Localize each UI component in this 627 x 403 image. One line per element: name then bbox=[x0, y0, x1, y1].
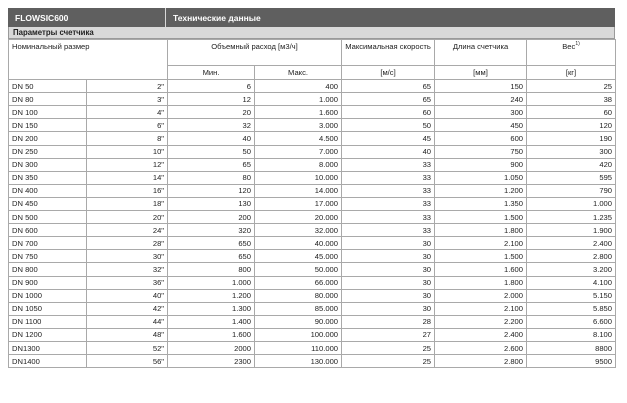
col-velocity-unit: [м/с] bbox=[342, 66, 435, 80]
flow-min-cell: 40 bbox=[168, 132, 255, 145]
flow-min-cell: 200 bbox=[168, 211, 255, 224]
flow-min-cell: 800 bbox=[168, 263, 255, 276]
dn-size-cell: DN 750 bbox=[9, 250, 87, 263]
inch-size-cell: 24" bbox=[87, 224, 168, 237]
weight-cell: 120 bbox=[527, 119, 616, 132]
weight-cell: 25 bbox=[527, 80, 616, 93]
flow-max-cell: 4.500 bbox=[255, 132, 342, 145]
meter-length-cell: 1.350 bbox=[435, 197, 527, 210]
max-velocity-cell: 30 bbox=[342, 289, 435, 302]
table-row bbox=[9, 119, 616, 132]
inch-size-cell: 36" bbox=[87, 276, 168, 289]
inch-size-cell: 4" bbox=[87, 106, 168, 119]
weight-cell: 5.850 bbox=[527, 302, 616, 315]
max-velocity-cell: 40 bbox=[342, 145, 435, 158]
max-velocity-cell: 65 bbox=[342, 93, 435, 106]
dn-size-cell: DN 350 bbox=[9, 171, 87, 184]
max-velocity-cell: 50 bbox=[342, 119, 435, 132]
table-row bbox=[9, 145, 616, 158]
weight-cell: 1.235 bbox=[527, 211, 616, 224]
inch-size-cell: 8" bbox=[87, 132, 168, 145]
max-velocity-cell: 30 bbox=[342, 302, 435, 315]
col-length-unit: [мм] bbox=[435, 66, 527, 80]
max-velocity-cell: 33 bbox=[342, 171, 435, 184]
flow-min-cell: 80 bbox=[168, 171, 255, 184]
weight-cell: 4.100 bbox=[527, 276, 616, 289]
dn-size-cell: DN 1200 bbox=[9, 328, 87, 341]
weight-cell: 2.800 bbox=[527, 250, 616, 263]
inch-size-cell: 14" bbox=[87, 171, 168, 184]
max-velocity-cell: 33 bbox=[342, 211, 435, 224]
dn-size-cell: DN1300 bbox=[9, 341, 87, 354]
inch-size-cell: 56" bbox=[87, 355, 168, 368]
weight-cell: 1.000 bbox=[527, 197, 616, 210]
flow-max-cell: 14.000 bbox=[255, 184, 342, 197]
header-title: Технические данные bbox=[173, 12, 261, 23]
dn-size-cell: DN1400 bbox=[9, 355, 87, 368]
weight-cell: 6.600 bbox=[527, 315, 616, 328]
flow-min-cell: 650 bbox=[168, 250, 255, 263]
dn-size-cell: DN 800 bbox=[9, 263, 87, 276]
table-row bbox=[9, 184, 616, 197]
weight-cell: 60 bbox=[527, 106, 616, 119]
inch-size-cell: 28" bbox=[87, 237, 168, 250]
meter-length-cell: 2.100 bbox=[435, 237, 527, 250]
max-velocity-cell: 30 bbox=[342, 250, 435, 263]
dn-size-cell: DN 250 bbox=[9, 145, 87, 158]
weight-label: Вес bbox=[562, 42, 576, 51]
table-row bbox=[9, 276, 616, 289]
max-velocity-cell: 27 bbox=[342, 328, 435, 341]
meter-length-cell: 600 bbox=[435, 132, 527, 145]
dn-size-cell: DN 450 bbox=[9, 197, 87, 210]
col-weight-header bbox=[527, 40, 616, 66]
weight-cell: 595 bbox=[527, 171, 616, 184]
inch-size-cell: 30" bbox=[87, 250, 168, 263]
max-velocity-cell: 33 bbox=[342, 197, 435, 210]
spec-sheet bbox=[8, 8, 615, 368]
dn-size-cell: DN 400 bbox=[9, 184, 87, 197]
max-velocity-cell: 45 bbox=[342, 132, 435, 145]
col-size-header: Номинальный размер bbox=[9, 40, 168, 80]
flow-max-cell: 110.000 bbox=[255, 341, 342, 354]
inch-size-cell: 6" bbox=[87, 119, 168, 132]
flow-min-cell: 1.600 bbox=[168, 328, 255, 341]
flow-max-cell: 1.000 bbox=[255, 93, 342, 106]
table-row bbox=[9, 132, 616, 145]
flow-min-cell: 130 bbox=[168, 197, 255, 210]
meter-length-cell: 1.500 bbox=[435, 211, 527, 224]
table-row bbox=[9, 171, 616, 184]
flow-min-cell: 1.000 bbox=[168, 276, 255, 289]
inch-size-cell: 44" bbox=[87, 315, 168, 328]
meter-length-cell: 2.600 bbox=[435, 341, 527, 354]
flow-max-cell: 17.000 bbox=[255, 197, 342, 210]
weight-cell: 8800 bbox=[527, 341, 616, 354]
meter-length-cell: 1.500 bbox=[435, 250, 527, 263]
weight-cell: 190 bbox=[527, 132, 616, 145]
flow-min-cell: 20 bbox=[168, 106, 255, 119]
dn-size-cell: DN 100 bbox=[9, 106, 87, 119]
flow-min-cell: 32 bbox=[168, 119, 255, 132]
meter-length-cell: 150 bbox=[435, 80, 527, 93]
max-velocity-cell: 30 bbox=[342, 263, 435, 276]
max-velocity-cell: 33 bbox=[342, 158, 435, 171]
flow-max-cell: 3.000 bbox=[255, 119, 342, 132]
meter-length-cell: 300 bbox=[435, 106, 527, 119]
flow-max-cell: 85.000 bbox=[255, 302, 342, 315]
weight-cell: 8.100 bbox=[527, 328, 616, 341]
flow-min-cell: 65 bbox=[168, 158, 255, 171]
table-row bbox=[9, 106, 616, 119]
flow-max-cell: 20.000 bbox=[255, 211, 342, 224]
weight-cell: 790 bbox=[527, 184, 616, 197]
inch-size-cell: 42" bbox=[87, 302, 168, 315]
table-row bbox=[9, 302, 616, 315]
flow-max-cell: 8.000 bbox=[255, 158, 342, 171]
meter-length-cell: 2.800 bbox=[435, 355, 527, 368]
weight-cell: 1.900 bbox=[527, 224, 616, 237]
flow-max-cell: 50.000 bbox=[255, 263, 342, 276]
table-row bbox=[9, 93, 616, 106]
flow-min-cell: 120 bbox=[168, 184, 255, 197]
max-velocity-cell: 28 bbox=[342, 315, 435, 328]
table-row bbox=[9, 197, 616, 210]
table-row bbox=[9, 224, 616, 237]
col-weight-unit: [кг] bbox=[527, 66, 616, 80]
meter-length-cell: 1.800 bbox=[435, 276, 527, 289]
flow-min-cell: 2300 bbox=[168, 355, 255, 368]
flow-min-cell: 12 bbox=[168, 93, 255, 106]
meter-parameters-table bbox=[8, 39, 616, 368]
inch-size-cell: 10" bbox=[87, 145, 168, 158]
inch-size-cell: 32" bbox=[87, 263, 168, 276]
header-bar bbox=[8, 8, 615, 27]
flow-min-cell: 1.400 bbox=[168, 315, 255, 328]
table-row bbox=[9, 328, 616, 341]
inch-size-cell: 40" bbox=[87, 289, 168, 302]
weight-cell: 2.400 bbox=[527, 237, 616, 250]
max-velocity-cell: 25 bbox=[342, 355, 435, 368]
dn-size-cell: DN 1000 bbox=[9, 289, 87, 302]
dn-size-cell: DN 80 bbox=[9, 93, 87, 106]
flow-min-cell: 2000 bbox=[168, 341, 255, 354]
max-velocity-cell: 65 bbox=[342, 80, 435, 93]
table-row bbox=[9, 158, 616, 171]
table-row bbox=[9, 250, 616, 263]
meter-length-cell: 1.800 bbox=[435, 224, 527, 237]
weight-cell: 5.150 bbox=[527, 289, 616, 302]
flow-min-cell: 1.200 bbox=[168, 289, 255, 302]
col-flow-min: Мин. bbox=[168, 66, 255, 80]
max-velocity-cell: 33 bbox=[342, 184, 435, 197]
inch-size-cell: 48" bbox=[87, 328, 168, 341]
meter-length-cell: 240 bbox=[435, 93, 527, 106]
col-length-header: Длина счетчика bbox=[435, 40, 527, 66]
max-velocity-cell: 30 bbox=[342, 237, 435, 250]
meter-length-cell: 1.600 bbox=[435, 263, 527, 276]
meter-length-cell: 2.100 bbox=[435, 302, 527, 315]
weight-cell: 38 bbox=[527, 93, 616, 106]
meter-length-cell: 2.400 bbox=[435, 328, 527, 341]
inch-size-cell: 18" bbox=[87, 197, 168, 210]
flow-max-cell: 45.000 bbox=[255, 250, 342, 263]
meter-length-cell: 450 bbox=[435, 119, 527, 132]
flow-min-cell: 650 bbox=[168, 237, 255, 250]
meter-length-cell: 2.000 bbox=[435, 289, 527, 302]
dn-size-cell: DN 900 bbox=[9, 276, 87, 289]
inch-size-cell: 12" bbox=[87, 158, 168, 171]
weight-cell: 9500 bbox=[527, 355, 616, 368]
flow-min-cell: 1.300 bbox=[168, 302, 255, 315]
meter-length-cell: 2.200 bbox=[435, 315, 527, 328]
dn-size-cell: DN 600 bbox=[9, 224, 87, 237]
max-velocity-cell: 25 bbox=[342, 341, 435, 354]
flow-max-cell: 130.000 bbox=[255, 355, 342, 368]
section-title: Параметры счетчика bbox=[8, 27, 615, 39]
header-row-top bbox=[9, 40, 616, 66]
max-velocity-cell: 60 bbox=[342, 106, 435, 119]
flow-max-cell: 90.000 bbox=[255, 315, 342, 328]
meter-length-cell: 1.200 bbox=[435, 184, 527, 197]
col-flow-header: Объемный расход [м3/ч] bbox=[168, 40, 342, 66]
flow-min-cell: 320 bbox=[168, 224, 255, 237]
flow-max-cell: 40.000 bbox=[255, 237, 342, 250]
flow-min-cell: 6 bbox=[168, 80, 255, 93]
flow-max-cell: 66.000 bbox=[255, 276, 342, 289]
col-velocity-header: Максимальная скорость bbox=[342, 40, 435, 66]
col-flow-max: Макс. bbox=[255, 66, 342, 80]
flow-max-cell: 32.000 bbox=[255, 224, 342, 237]
weight-cell: 300 bbox=[527, 145, 616, 158]
meter-length-cell: 900 bbox=[435, 158, 527, 171]
inch-size-cell: 3" bbox=[87, 93, 168, 106]
table-row bbox=[9, 211, 616, 224]
flow-max-cell: 80.000 bbox=[255, 289, 342, 302]
weight-footnote-mark: 1) bbox=[575, 41, 580, 47]
table-row bbox=[9, 315, 616, 328]
product-name: FLOWSIC600 bbox=[8, 8, 166, 27]
flow-max-cell: 7.000 bbox=[255, 145, 342, 158]
dn-size-cell: DN 700 bbox=[9, 237, 87, 250]
table-row bbox=[9, 289, 616, 302]
weight-cell: 3.200 bbox=[527, 263, 616, 276]
flow-max-cell: 100.000 bbox=[255, 328, 342, 341]
table-row bbox=[9, 355, 616, 368]
dn-size-cell: DN 500 bbox=[9, 211, 87, 224]
dn-size-cell: DN 300 bbox=[9, 158, 87, 171]
table-row bbox=[9, 263, 616, 276]
inch-size-cell: 16" bbox=[87, 184, 168, 197]
meter-length-cell: 1.050 bbox=[435, 171, 527, 184]
dn-size-cell: DN 150 bbox=[9, 119, 87, 132]
flow-max-cell: 400 bbox=[255, 80, 342, 93]
max-velocity-cell: 30 bbox=[342, 276, 435, 289]
inch-size-cell: 52" bbox=[87, 341, 168, 354]
dn-size-cell: DN 50 bbox=[9, 80, 87, 93]
dn-size-cell: DN 1050 bbox=[9, 302, 87, 315]
inch-size-cell: 20" bbox=[87, 211, 168, 224]
dn-size-cell: DN 1100 bbox=[9, 315, 87, 328]
table-row bbox=[9, 237, 616, 250]
meter-length-cell: 750 bbox=[435, 145, 527, 158]
weight-cell: 420 bbox=[527, 158, 616, 171]
flow-max-cell: 1.600 bbox=[255, 106, 342, 119]
flow-min-cell: 50 bbox=[168, 145, 255, 158]
max-velocity-cell: 33 bbox=[342, 224, 435, 237]
inch-size-cell: 2" bbox=[87, 80, 168, 93]
table-row bbox=[9, 341, 616, 354]
table-row bbox=[9, 80, 616, 93]
dn-size-cell: DN 200 bbox=[9, 132, 87, 145]
flow-max-cell: 10.000 bbox=[255, 171, 342, 184]
